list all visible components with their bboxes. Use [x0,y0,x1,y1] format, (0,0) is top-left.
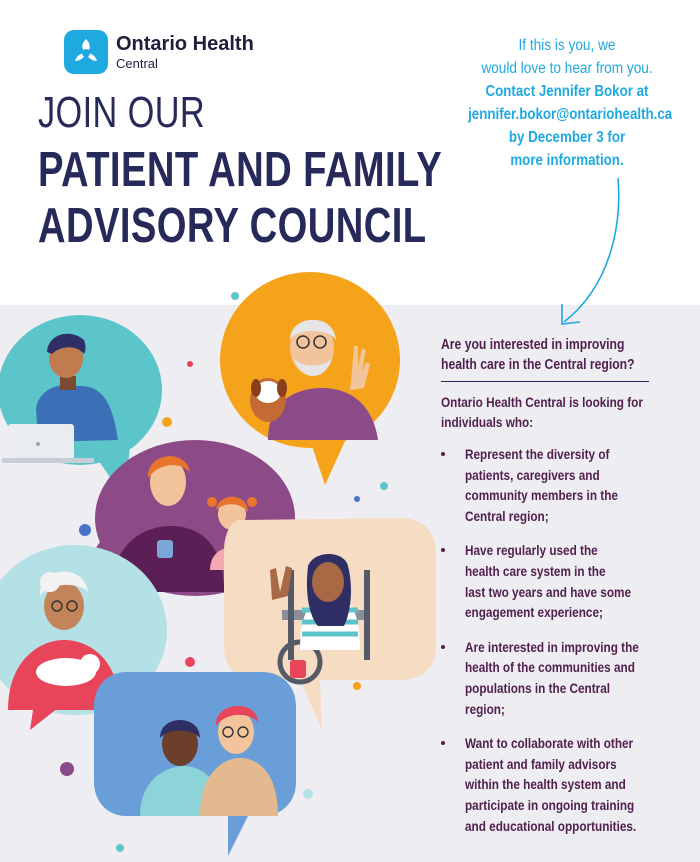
criteria-line: health of the communities and [465,659,635,676]
criteria-line: within the health system and [465,776,626,793]
bullet-dot-icon [441,548,445,552]
criteria-line: Want to collaborate with other [465,735,634,752]
criteria-item [441,733,691,836]
intro-line: individuals who: [441,414,534,430]
headline-join: JOIN OUR [38,88,206,137]
question-line: health care in the Central region? [441,357,635,373]
headline-line-2: PATIENT AND FAMILY [38,143,443,197]
content-column [441,335,691,850]
criteria-item [441,540,691,622]
ontario-trillium-icon [64,30,108,74]
intro-line: Ontario Health Central is looking for [441,394,643,410]
section-question [441,335,693,375]
criteria-line: last two years and have some [465,583,632,600]
criteria-line: Have regularly used the [465,542,598,559]
criteria-line: Are interested in improving the [465,638,639,655]
contact-line: more information. [510,152,624,169]
criteria-line: patient and family advisors [465,755,617,772]
criteria-line: region; [465,700,505,717]
criteria-line: populations in the Central [465,679,611,696]
criteria-line: Central region; [465,507,549,524]
contact-line: by December 3 for [508,129,626,146]
people-speech-bubbles-illustration [0,270,440,862]
contact-callout [452,34,682,172]
bubble-blue [94,672,296,856]
bullet-dot-icon [441,741,445,745]
criteria-line: and educational opportunities. [465,817,637,834]
criteria-line: community members in the [465,487,618,504]
criteria-line: patients, caregivers and [465,466,600,483]
question-line: Are you interested in improving [441,337,625,353]
intro-text [441,392,693,432]
contact-line: Contact Jennifer Bokor at [485,83,649,100]
criteria-list [441,444,691,836]
contact-line: If this is you, we [518,37,616,54]
logo-subtitle: Central [116,56,158,71]
contact-email[interactable]: jennifer.bokor@ontariohealth.ca [468,106,673,123]
logo-name: Ontario Health [116,33,254,55]
criteria-item [441,637,691,719]
contact-line: would love to hear from you. [481,60,653,77]
criteria-item [441,444,691,526]
pointer-arrow-icon [540,176,640,336]
criteria-line: Represent the diversity of [465,446,610,462]
bullet-dot-icon [441,452,445,456]
criteria-line: participate in ongoing training [465,796,635,813]
criteria-line: health care system in the [465,562,606,579]
divider [441,381,649,382]
bullet-dot-icon [441,645,445,649]
ontario-health-logo [64,30,254,74]
criteria-line: engagement experience; [465,604,603,621]
headline-line-3: ADVISORY COUNCIL [38,199,427,253]
